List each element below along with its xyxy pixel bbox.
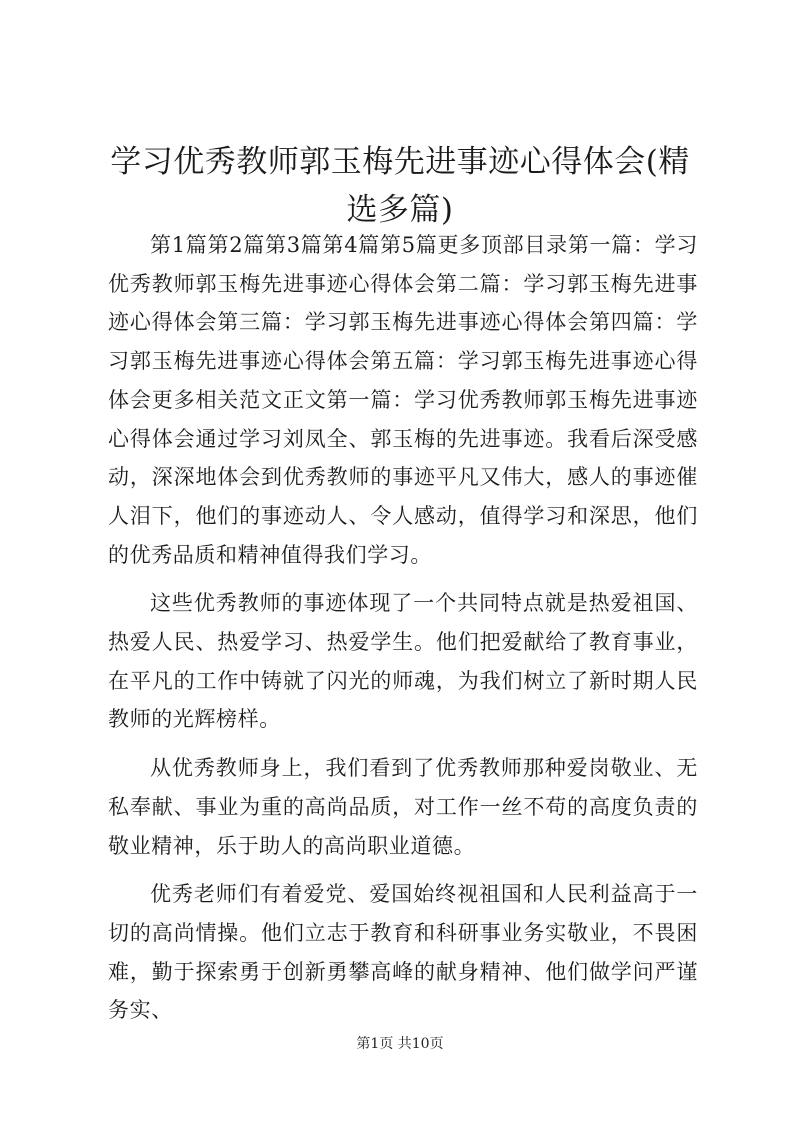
paragraph-2: 这些优秀教师的事迹体现了一个共同特点就是热爱祖国、热爱人民、热爱学习、热爱学生。他们把爱献给了教育事业，在平凡的工作中铸就了闪光的师魂，为我们树立了新时期人民教师的光辉榜样。 xyxy=(108,591,698,732)
document-title: 学习优秀教师郭玉梅先进事迹心得体会(精选多篇) xyxy=(110,144,690,228)
paragraph-1: 第1篇第2篇第3篇第4篇第5篇更多顶部目录第一篇：学习优秀教师郭玉梅先进事迹心得体会第二篇：学习郭玉梅先进事迹心得体会第三篇：学习郭玉梅先进事迹心得体会第四篇：学习郭玉梅先进事迹心得体会第五篇：学习郭玉梅先进事迹心得体会更多相关范文正文第一篇：学习优秀教师郭玉梅先进事迹心得体会通过学习刘凤全、郭玉梅的先进事迹。我看后深受感动，深深地体会到优秀教师的事迹平凡又伟大，感人的事迹催人泪下，他们的事迹动人、令人感动，值得学习和深思，他们的优秀品质和精神值得我们学习。 xyxy=(108,233,698,567)
document-body xyxy=(108,226,698,1040)
paragraph-4: 优秀老师们有着爱党、爱国始终视祖国和人民利益高于一切的高尚情操。他们立志于教育和科研事业务实敬业，不畏困难，勤于探索勇于创新勇攀高峰的献身精神、他们做学问严谨务实、 xyxy=(108,882,698,1023)
page-number-footer: 第1页 共10页 xyxy=(356,1036,444,1052)
paragraph-3: 从优秀教师身上，我们看到了优秀教师那种爱岗敬业、无私奉献、事业为重的高尚品质，对工作一丝不苟的高度负责的敬业精神，乐于助人的高尚职业道德。 xyxy=(108,756,698,858)
